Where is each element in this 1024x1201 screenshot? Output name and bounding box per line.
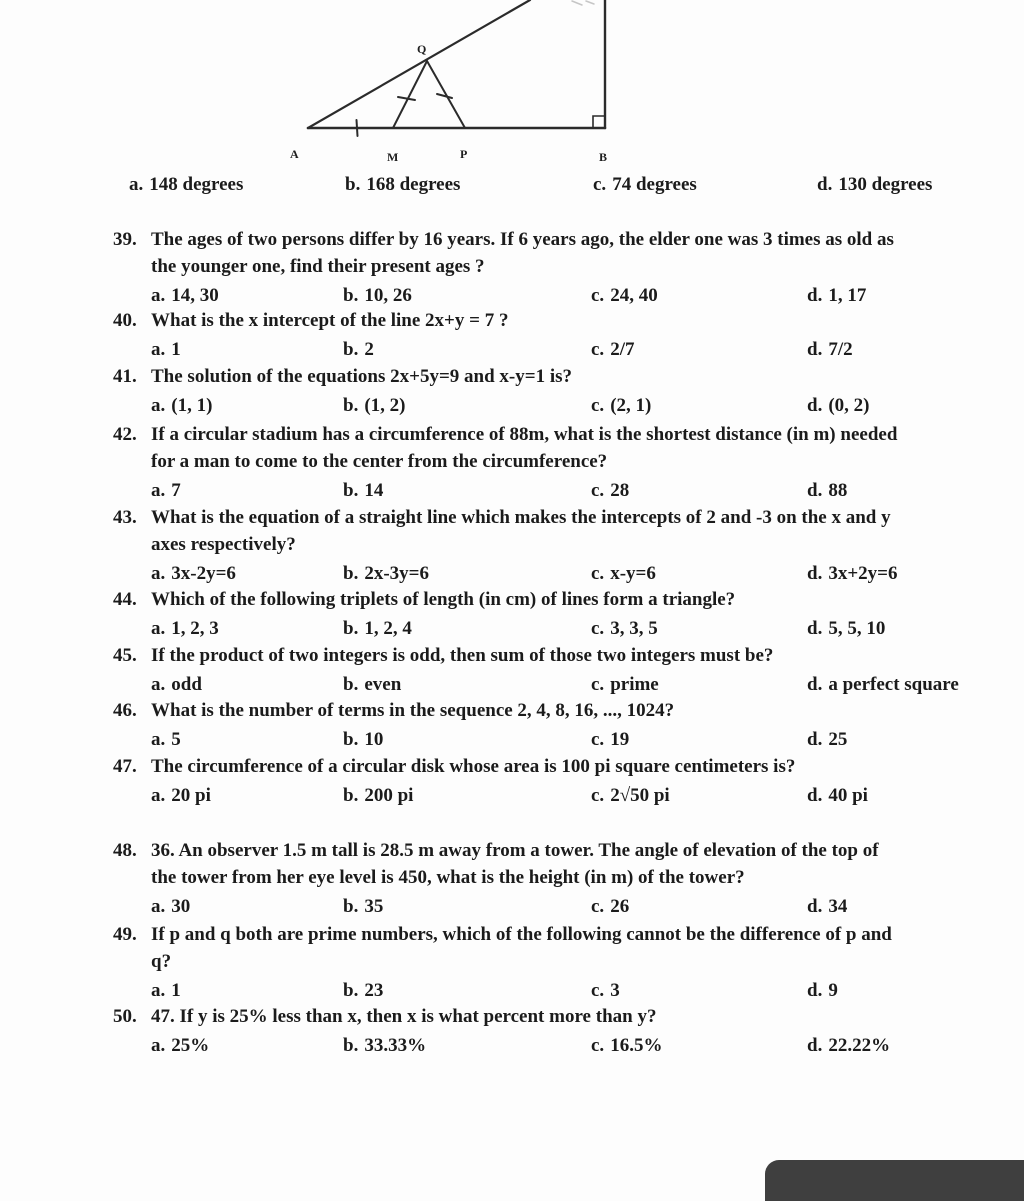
option-b [343, 1032, 591, 1059]
options-row [151, 477, 1014, 504]
option-letter: a. [151, 729, 166, 750]
option-letter: d. [807, 674, 823, 695]
option-letter: b. [343, 339, 359, 360]
option-a [151, 392, 343, 419]
option-value: x-y=6 [610, 563, 656, 584]
question-body [151, 697, 1014, 753]
option-value: 40 pi [828, 785, 868, 806]
option-letter: b. [343, 563, 359, 584]
option-b [343, 893, 591, 920]
question-body [151, 421, 1014, 504]
question-text-continued: the younger one, find their present ages ? [151, 256, 485, 277]
option-value: 35 [364, 896, 384, 917]
option-value: 20 pi [171, 785, 211, 806]
option-letter: a. [151, 1035, 166, 1056]
question-text: What is the equation of a straight line which makes the intercepts of 2 and -3 on the x and y [151, 507, 891, 528]
options-row [151, 726, 1014, 753]
option-letter: a. [151, 674, 166, 695]
question-block [113, 753, 1014, 809]
question-number: 45. [113, 645, 137, 666]
option-value: 22.22% [828, 1035, 891, 1056]
option-value: 2 [364, 339, 374, 360]
option-letter: a. [151, 285, 166, 306]
question-text: The solution of the equations 2x+5y=9 and x-y=1 is? [151, 366, 572, 387]
option-a [151, 282, 343, 309]
option-letter: c. [593, 174, 607, 195]
option-value: (2, 1) [610, 395, 652, 416]
option-value: 14 [364, 480, 384, 501]
option-value: (1, 1) [171, 395, 213, 416]
question-text: If a circular stadium has a circumference of 88m, what is the shortest distance (in m) needed [151, 424, 898, 445]
option-value: 3, 3, 5 [610, 618, 658, 639]
option-d [807, 726, 847, 753]
option-c [591, 782, 807, 809]
option-letter: d. [807, 563, 823, 584]
option-letter: c. [591, 980, 605, 1001]
question-number: 42. [113, 424, 137, 445]
question-body [151, 837, 1014, 920]
options-row [151, 1032, 1014, 1059]
question-number: 39. [113, 229, 137, 250]
option-value: 28 [610, 480, 630, 501]
options-row [151, 392, 1014, 419]
option-d [807, 282, 866, 309]
option-letter: c. [591, 896, 605, 917]
option-letter: b. [343, 395, 359, 416]
question-block [113, 837, 1014, 920]
figure-label-A: A [290, 147, 299, 161]
question-text-continued: axes respectively? [151, 534, 296, 555]
option-d [807, 671, 959, 698]
option-value: 30 [171, 896, 191, 917]
option-letter: c. [591, 785, 605, 806]
option-d [807, 977, 838, 1004]
question-text: Which of the following triplets of length (in cm) of lines form a triangle? [151, 589, 736, 610]
option-value: 23 [364, 980, 384, 1001]
figure-option-b [345, 173, 593, 197]
question-body [151, 753, 1014, 809]
figure-option-d [817, 173, 932, 197]
option-value: 7/2 [828, 339, 853, 360]
option-value: 1 [171, 339, 181, 360]
option-value: 25% [171, 1035, 210, 1056]
figure-option-c [593, 173, 817, 197]
question-number: 44. [113, 589, 137, 610]
question-text: The ages of two persons differ by 16 years. If 6 years ago, the elder one was 3 times as old as [151, 229, 894, 250]
options-row [151, 977, 1014, 1004]
option-c [591, 1032, 807, 1059]
option-letter: a. [151, 618, 166, 639]
option-value: 26 [610, 896, 630, 917]
question-text: If the product of two integers is odd, then sum of those two integers must be? [151, 645, 774, 666]
option-c [591, 282, 807, 309]
option-letter: c. [591, 563, 605, 584]
option-letter: b. [343, 1035, 359, 1056]
option-letter: b. [343, 729, 359, 750]
question-text-continued: the tower from her eye level is 450, what is the height (in m) of the tower? [151, 867, 745, 888]
faint-cropped-mark [572, 1, 594, 5]
question-number: 41. [113, 366, 137, 387]
question-number: 47. [113, 756, 137, 777]
option-value: 1, 17 [828, 285, 867, 306]
option-letter: b. [343, 618, 359, 639]
bottom-overlay-bar [765, 1160, 1024, 1201]
option-letter: c. [591, 480, 605, 501]
option-d [807, 893, 847, 920]
question-text: If p and q both are prime numbers, which of the following cannot be the difference of p and [151, 924, 892, 945]
option-value: 34 [828, 896, 848, 917]
option-value: (0, 2) [828, 395, 870, 416]
right-angle-mark [593, 116, 605, 128]
option-letter: b. [343, 480, 359, 501]
option-letter: c. [591, 339, 605, 360]
question-text: 47. If y is 25% less than x, then x is what percent more than y? [151, 1006, 657, 1027]
option-value: 3 [610, 980, 620, 1001]
figure-label-Q: Q [417, 42, 427, 56]
figure-segment-MQ [393, 61, 427, 128]
option-a [151, 477, 343, 504]
option-value: 9 [828, 980, 838, 1001]
figure-label-B: B [599, 150, 608, 164]
option-c [591, 615, 807, 642]
question-block [113, 586, 1014, 642]
option-value: 148 degrees [149, 174, 244, 195]
option-letter: b. [343, 980, 359, 1001]
figure-ray-AQ [308, 0, 530, 128]
options-row [151, 893, 1014, 920]
question-number: 40. [113, 310, 137, 331]
option-letter: c. [591, 285, 605, 306]
option-letter: c. [591, 1035, 605, 1056]
tick-mark-AM [357, 120, 358, 136]
option-letter: d. [807, 618, 823, 639]
option-letter: b. [343, 674, 359, 695]
option-value: odd [171, 674, 202, 695]
option-value: even [364, 674, 402, 695]
figure-option-a [129, 173, 345, 197]
option-letter: a. [151, 480, 166, 501]
question-body [151, 504, 1014, 587]
question-block [113, 921, 1014, 1004]
question-text-continued: q? [151, 951, 172, 972]
option-c [591, 977, 807, 1004]
question-text: What is the number of terms in the sequence 2, 4, 8, 16, ..., 1024? [151, 700, 675, 721]
option-value: 14, 30 [171, 285, 219, 306]
option-letter: a. [151, 563, 166, 584]
option-a [151, 977, 343, 1004]
options-row [151, 282, 1014, 309]
option-b [343, 336, 591, 363]
option-value: 10 [364, 729, 384, 750]
option-d [807, 336, 853, 363]
option-value: a perfect square [828, 674, 959, 695]
option-a [151, 893, 343, 920]
option-letter: a. [151, 395, 166, 416]
option-value: 5, 5, 10 [828, 618, 886, 639]
question-block [113, 1003, 1014, 1059]
option-b [343, 782, 591, 809]
question-body [151, 921, 1014, 1004]
question-block [113, 697, 1014, 753]
option-letter: d. [807, 480, 823, 501]
figure-label-M: M [387, 150, 399, 164]
question-text: What is the x intercept of the line 2x+y = 7 ? [151, 310, 509, 331]
question-text: 36. An observer 1.5 m tall is 28.5 m away from a tower. The angle of elevation of the top of [151, 840, 879, 861]
option-c [591, 726, 807, 753]
option-a [151, 615, 343, 642]
option-a [151, 726, 343, 753]
option-b [343, 726, 591, 753]
question-number: 50. [113, 1006, 137, 1027]
question-number: 49. [113, 924, 137, 945]
figure-options-row [129, 173, 1024, 197]
question-body [151, 226, 1014, 309]
option-letter: a. [151, 896, 166, 917]
tick-mark-QP [437, 94, 452, 98]
option-value: 10, 26 [364, 285, 412, 306]
option-value: prime [610, 674, 659, 695]
option-c [591, 392, 807, 419]
geometry-figure [290, 0, 620, 166]
option-value: 2√50 pi [610, 785, 670, 806]
option-value: 200 pi [364, 785, 414, 806]
question-block [113, 504, 1014, 587]
option-letter: d. [807, 1035, 823, 1056]
option-c [591, 560, 807, 587]
option-a [151, 782, 343, 809]
option-value: 25 [828, 729, 848, 750]
option-d [807, 615, 885, 642]
option-letter: a. [151, 339, 166, 360]
option-b [343, 392, 591, 419]
options-row [151, 615, 1014, 642]
option-letter: d. [807, 729, 823, 750]
option-value: 74 degrees [612, 174, 697, 195]
option-value: (1, 2) [364, 395, 406, 416]
option-letter: b. [343, 785, 359, 806]
option-b [343, 477, 591, 504]
question-block [113, 363, 1014, 419]
question-block [113, 226, 1014, 309]
question-body [151, 1003, 1014, 1059]
option-letter: d. [807, 980, 823, 1001]
option-letter: b. [343, 896, 359, 917]
option-value: 88 [828, 480, 848, 501]
question-block [113, 307, 1014, 363]
option-value: 7 [171, 480, 181, 501]
option-value: 1, 2, 4 [364, 618, 412, 639]
option-value: 19 [610, 729, 630, 750]
options-row [151, 336, 1014, 363]
option-letter: a. [151, 785, 166, 806]
option-d [807, 392, 869, 419]
option-c [591, 477, 807, 504]
option-c [591, 671, 807, 698]
option-value: 1, 2, 3 [171, 618, 219, 639]
option-b [343, 615, 591, 642]
option-letter: c. [591, 674, 605, 695]
option-letter: d. [807, 785, 823, 806]
question-body [151, 307, 1014, 363]
option-letter: c. [591, 729, 605, 750]
figure-segment-QP [427, 61, 465, 128]
option-value: 3x-2y=6 [171, 563, 236, 584]
option-d [807, 477, 847, 504]
option-d [807, 560, 897, 587]
question-text: The circumference of a circular disk whose area is 100 pi square centimeters is? [151, 756, 796, 777]
option-b [343, 282, 591, 309]
option-value: 33.33% [364, 1035, 427, 1056]
option-b [343, 671, 591, 698]
option-c [591, 893, 807, 920]
option-b [343, 977, 591, 1004]
option-b [343, 560, 591, 587]
question-number: 43. [113, 507, 137, 528]
option-letter: d. [817, 174, 833, 195]
option-a [151, 336, 343, 363]
option-letter: a. [129, 174, 144, 195]
question-number: 46. [113, 700, 137, 721]
option-letter: d. [807, 339, 823, 360]
option-value: 3x+2y=6 [828, 563, 898, 584]
question-body [151, 642, 1014, 698]
question-number: 48. [113, 840, 137, 861]
option-value: 2x-3y=6 [364, 563, 429, 584]
question-block [113, 642, 1014, 698]
options-row [151, 560, 1014, 587]
option-letter: d. [807, 285, 823, 306]
option-value: 168 degrees [366, 174, 461, 195]
question-block [113, 421, 1014, 504]
option-value: 2/7 [610, 339, 635, 360]
option-letter: b. [343, 285, 359, 306]
option-letter: d. [807, 896, 823, 917]
figure-label-P: P [460, 147, 468, 161]
option-letter: c. [591, 395, 605, 416]
option-value: 16.5% [610, 1035, 663, 1056]
option-d [807, 1032, 890, 1059]
option-a [151, 671, 343, 698]
options-row [151, 671, 1014, 698]
option-value: 130 degrees [838, 174, 933, 195]
question-body [151, 363, 1014, 419]
option-a [151, 1032, 343, 1059]
option-letter: a. [151, 980, 166, 1001]
question-text-continued: for a man to come to the center from the circumference? [151, 451, 608, 472]
option-c [591, 336, 807, 363]
option-a [151, 560, 343, 587]
option-letter: d. [807, 395, 823, 416]
option-d [807, 782, 868, 809]
option-letter: c. [591, 618, 605, 639]
options-row [151, 782, 1014, 809]
option-value: 1 [171, 980, 181, 1001]
question-body [151, 586, 1014, 642]
option-letter: b. [345, 174, 361, 195]
option-value: 5 [171, 729, 181, 750]
option-value: 24, 40 [610, 285, 658, 306]
